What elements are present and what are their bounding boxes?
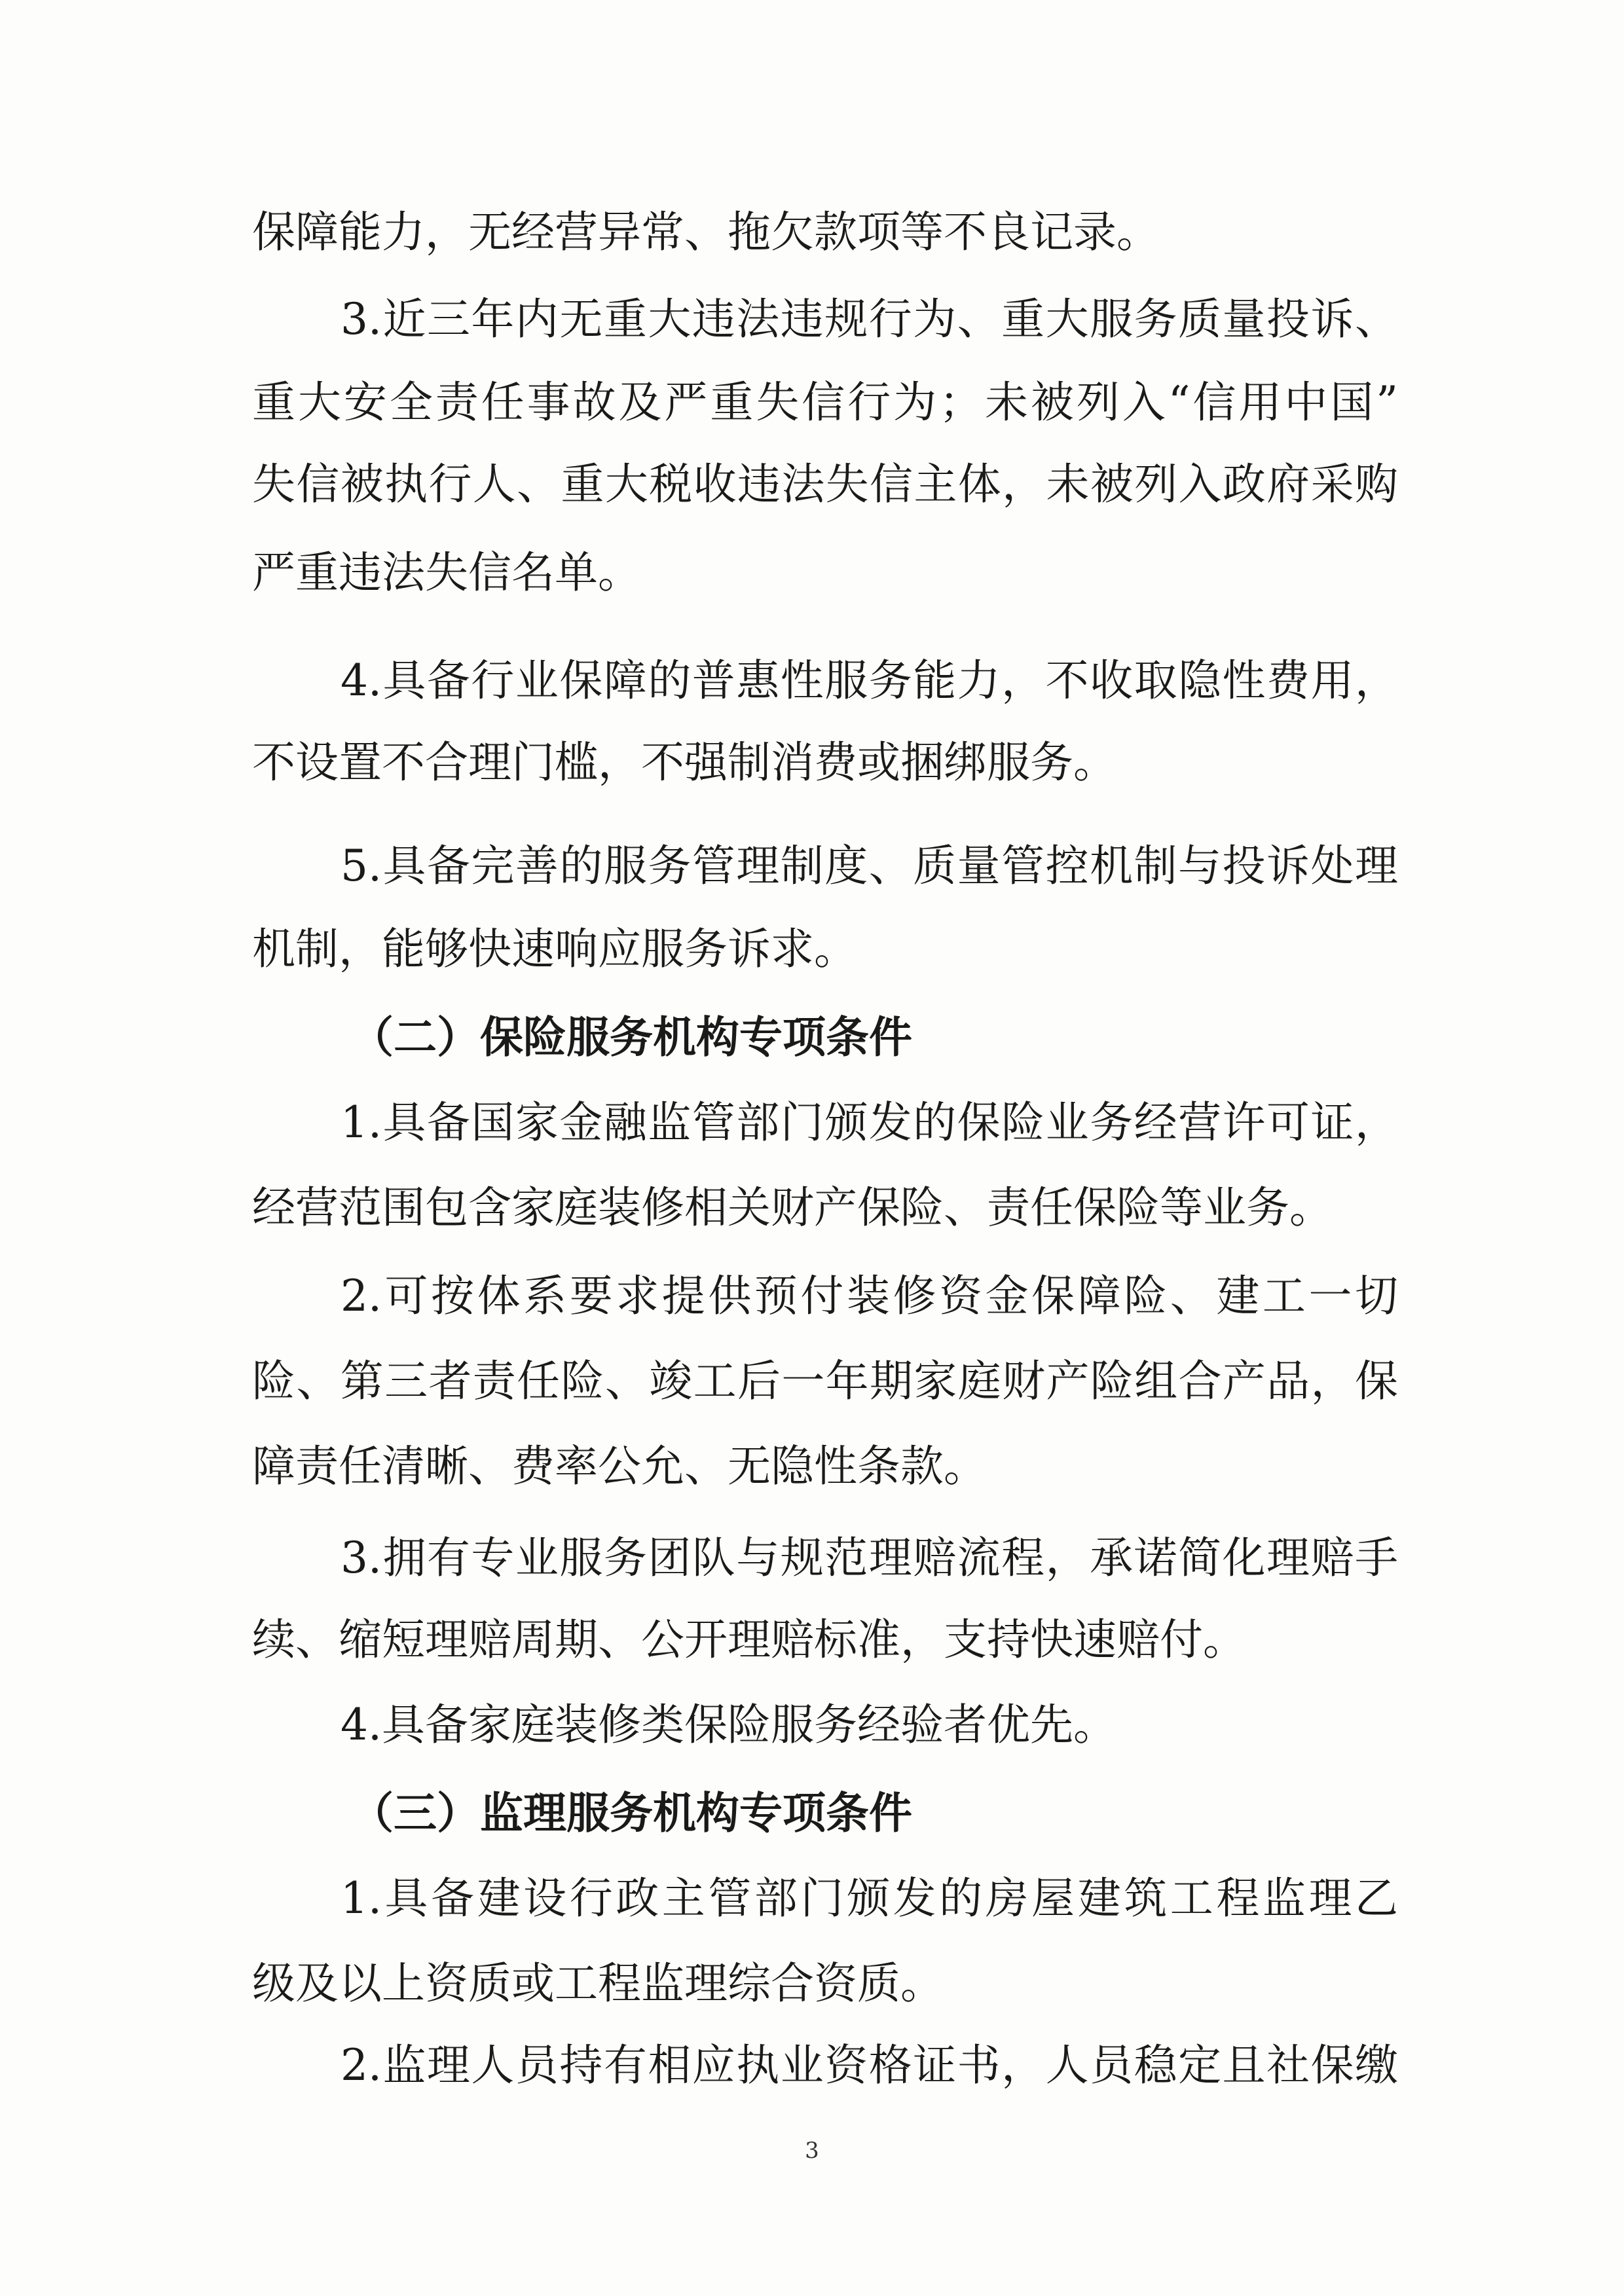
paragraph-line: 2.监理人员持有相应执业资格证书，人员稳定且社保缴 xyxy=(341,2040,1398,2090)
paragraph-line: 重大安全责任事故及严重失信行为；未被列入“信用中国” xyxy=(252,377,1398,428)
paragraph-line: 机制，能够快速响应服务诉求。 xyxy=(252,924,857,974)
paragraph-line: 严重违法失信名单。 xyxy=(252,547,641,598)
paragraph-line: 不设置不合理门槛，不强制消费或捆绑服务。 xyxy=(252,737,1116,788)
paragraph-line: 4.具备家庭装修类保险服务经验者优先。 xyxy=(341,1700,1116,1750)
paragraph-line: 失信被执行人、重大税收违法失信主体，未被列入政府采购 xyxy=(252,459,1398,509)
section-heading: （二）保险服务机构专项条件 xyxy=(350,1012,912,1063)
paragraph-line: 4.具备行业保障的普惠性服务能力，不收取隐性费用， xyxy=(341,655,1398,706)
paragraph-line: 3.拥有专业服务团队与规范理赔流程，承诺简化理赔手 xyxy=(341,1533,1398,1583)
paragraph-line: 2.可按体系要求提供预付装修资金保障险、建工一切 xyxy=(341,1271,1398,1321)
paragraph-line: 续、缩短理赔周期、公开理赔标准，支持快速赔付。 xyxy=(252,1614,1246,1665)
section-heading: （三）监理服务机构专项条件 xyxy=(350,1788,912,1838)
paragraph-line: 障责任清晰、费率公允、无隐性条款。 xyxy=(252,1441,987,1491)
paragraph-line: 3.近三年内无重大违法违规行为、重大服务质量投诉、 xyxy=(341,294,1398,344)
paragraph-line: 保障能力，无经营异常、拖欠款项等不良记录。 xyxy=(252,207,1160,257)
paragraph-line: 1.具备国家金融监管部门颁发的保险业务经营许可证， xyxy=(341,1097,1398,1148)
page-number: 3 xyxy=(805,2138,819,2164)
paragraph-line: 险、第三者责任险、竣工后一年期家庭财产险组合产品，保 xyxy=(252,1356,1398,1406)
paragraph-line: 1.具备建设行政主管部门颁发的房屋建筑工程监理乙 xyxy=(341,1873,1398,1923)
paragraph-line: 5.具备完善的服务管理制度、质量管控机制与投诉处理 xyxy=(341,841,1398,891)
paragraph-line: 经营范围包含家庭装修相关财产保险、责任保险等业务。 xyxy=(252,1182,1333,1233)
paragraph-line: 级及以上资质或工程监理综合资质。 xyxy=(252,1958,944,2009)
